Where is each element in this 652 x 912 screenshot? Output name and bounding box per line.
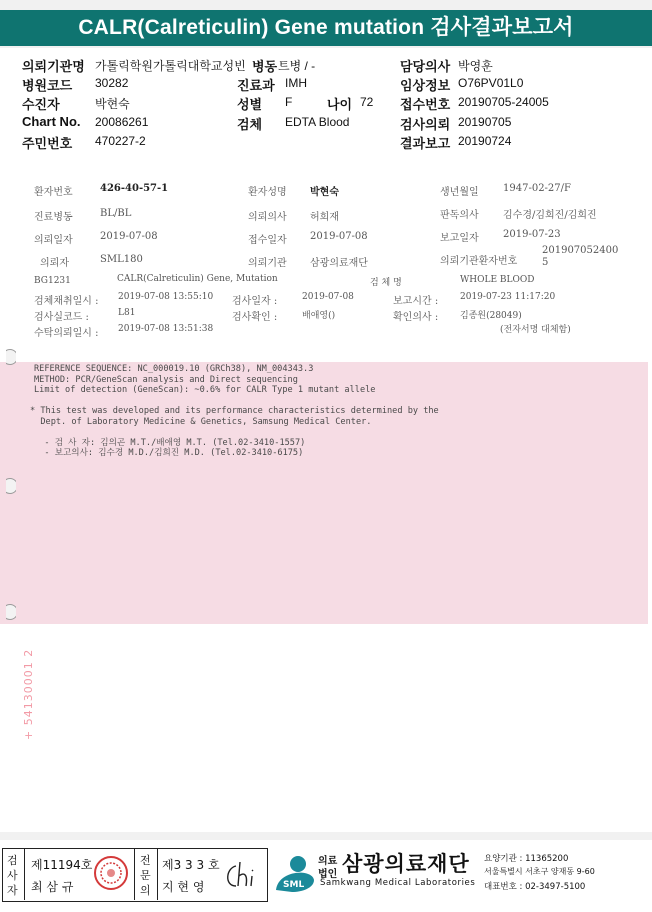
doctor-value: 박영훈: [458, 59, 493, 73]
age-value: 72: [360, 95, 374, 109]
patient-name-label: 환자성명: [248, 187, 287, 198]
accession-label: 접수번호: [400, 97, 451, 112]
rep-date: 2019-07-23: [503, 229, 561, 240]
testreq-label: 검사의뢰: [400, 117, 451, 132]
testreq-value: 20190705: [458, 115, 512, 129]
recv-date-label: 접수일자: [248, 235, 287, 246]
surgery-label: 수탁의뢰일시 :: [34, 328, 99, 339]
req-inst: 삼광의료재단: [310, 258, 368, 269]
dob: 1947-02-27/F: [503, 183, 571, 194]
patient-no: 426-40-57-1: [100, 183, 169, 194]
red-seal-stamp: [92, 852, 130, 894]
inst-patno-label: 의뢰기관환자번호: [440, 256, 518, 267]
org-name: 삼광의료재단: [342, 852, 470, 876]
report-line: - 보고의사: 김수경 M.D./김희진 M.D. (Tel.02-3410-6175): [34, 448, 304, 458]
punch-hole: [6, 349, 16, 369]
chart-value: 20086261: [95, 115, 149, 129]
confirm-doc-label: 확인의사 :: [393, 312, 439, 323]
report-label: 결과보고: [400, 136, 451, 151]
patient-no-label: 환자번호: [34, 187, 73, 198]
confirm: 배애영(): [302, 311, 336, 321]
institution-code: 요양기관 : 11365200: [484, 854, 569, 864]
report-line: * This test was developed and its performance characteristics determined by the: [30, 406, 439, 416]
inst-patno-1: 201907052400: [542, 245, 619, 256]
rrn-label: 주민번호: [22, 136, 73, 151]
rrn-value: 470227-2: [95, 134, 146, 148]
recipient-value: 박현숙: [95, 97, 130, 111]
room-code: L81: [118, 308, 136, 318]
report-title: CALR(Calreticulin) Gene mutation 검사결과보고서: [78, 16, 574, 39]
ward-label: 병동: [252, 59, 278, 74]
confirm-label: 검사확인 :: [232, 312, 278, 323]
test-name: CALR(Calreticulin) Gene, Mutation: [117, 274, 278, 284]
specialist-label-cell: [134, 848, 158, 900]
report-line: [34, 427, 439, 438]
req-date-label: 의뢰일자: [34, 235, 73, 246]
doctor-label: 담당의사: [400, 59, 451, 74]
specialist-label-char: 전: [140, 854, 151, 867]
report-value: 20190724: [458, 134, 512, 148]
room-code-label: 검사실코드 :: [34, 312, 89, 323]
handwritten-signature: [222, 858, 262, 894]
recipient-label: 수진자: [22, 97, 60, 112]
read-doctor-label: 판독의사: [440, 210, 479, 221]
req-doctor: 허희재: [310, 212, 339, 223]
clinical-value: O76PV01L0: [458, 76, 524, 90]
specialist-name: 지 현 영: [162, 880, 205, 894]
header-info: [0, 48, 652, 169]
report-line: Dept. of Laboratory Medicine & Genetics, Samsung Medical Center.: [30, 416, 372, 427]
report-line: [34, 396, 439, 407]
logo-small-text-2: 법인: [318, 869, 338, 880]
clinical-label: 임상정보: [400, 78, 451, 93]
esign-note: (전자서명 대체함): [500, 325, 571, 335]
read-doctor: 김수경/김희진/김희진: [503, 210, 597, 221]
surgery-dt: 2019-07-08 13:51:38: [118, 324, 214, 334]
accession-value: 20190705-24005: [458, 95, 549, 109]
specimen-scan: WHOLE BLOOD: [460, 275, 535, 285]
collect-label: 검체채취일시 :: [34, 296, 99, 307]
specimen-label-scan: 검 체 명: [370, 278, 402, 288]
sex-value: F: [285, 95, 293, 109]
test-code: BG1231: [34, 276, 71, 286]
specimen-value: EDTA Blood: [285, 115, 350, 129]
tester-label-char: 검: [7, 854, 18, 867]
collect-dt: 2019-07-08 13:55:10: [118, 292, 214, 302]
inst-patno-2: 5: [542, 257, 549, 268]
logo-small-text-1: 의료: [318, 856, 338, 867]
ward-scan: BL/BL: [100, 208, 132, 219]
specialist-label-char: 문: [140, 869, 151, 882]
report-text: [30, 364, 439, 459]
logo-badge-text: SML: [283, 880, 305, 890]
requester: SML180: [100, 254, 143, 265]
req-inst-label: 의뢰기관: [248, 258, 287, 269]
tester-label-cell: [2, 848, 25, 900]
license-number-1: 제11194호: [31, 858, 93, 872]
institution-value: 가톨릭학원가톨릭대학교성빈: [95, 59, 246, 73]
report-line: METHOD: PCR/GeneScan analysis and Direct sequencing: [34, 374, 298, 385]
side-serial-number: + 54130001 2: [22, 648, 35, 740]
ward-label-scan: 진료병동: [34, 212, 73, 223]
req-date: 2019-07-08: [100, 231, 158, 242]
punch-hole: [6, 604, 16, 624]
ward-value: 트병 / -: [278, 59, 316, 73]
hospcode-label: 병원코드: [22, 78, 73, 93]
confirm-doc: 김종원(28049): [460, 311, 522, 321]
report-line: REFERENCE SEQUENCE: NC_000019.10 (GRCh38), NM_004343.3: [34, 364, 314, 374]
punch-hole: [6, 478, 16, 498]
report-time: 2019-07-23 11:17:20: [460, 292, 556, 302]
specialist-label-char: 의: [140, 884, 151, 897]
requester-label: 의뢰자: [40, 258, 69, 269]
test-date: 2019-07-08: [302, 292, 354, 302]
sml-logo-icon: [272, 850, 316, 894]
age-label: 나이: [327, 97, 353, 112]
report-line: - 검 사 자: 김의곤 M.T./배애영 M.T. (Tel.02-3410-1557): [34, 437, 306, 448]
address: 서울특별시 서초구 양재동 9-60: [484, 867, 595, 876]
tester-label-char: 자: [7, 884, 18, 897]
sex-label: 성별: [237, 97, 263, 112]
tester-label-char: 사: [7, 869, 18, 882]
report-time-label: 보고시간 :: [393, 296, 439, 307]
report-line: Limit of detection (GeneScan): ~0.6% for CALR Type 1 mutant allele: [34, 385, 376, 395]
req-doctor-label: 의뢰의사: [248, 212, 287, 223]
patient-name: 박현숙: [310, 187, 339, 198]
institution-label: 의뢰기관명: [22, 59, 85, 74]
phone: 대표번호 : 02-3497-5100: [484, 882, 586, 892]
test-date-label: 검사일자 :: [232, 296, 278, 307]
rep-date-label: 보고일자: [440, 233, 479, 244]
dob-label: 생년월일: [440, 187, 479, 198]
tester-name: 최 삼 규: [31, 880, 74, 894]
recv-date: 2019-07-08: [310, 231, 368, 242]
dept-value: IMH: [285, 76, 307, 90]
org-english-name: Samkwang Medical Laboratories: [320, 878, 476, 888]
hospcode-value: 30282: [95, 76, 129, 90]
license-number-2: 제3 3 3 호: [162, 858, 220, 872]
specimen-label: 검체: [237, 117, 263, 132]
dept-label: 진료과: [237, 78, 275, 93]
chart-label: Chart No.: [22, 114, 81, 129]
